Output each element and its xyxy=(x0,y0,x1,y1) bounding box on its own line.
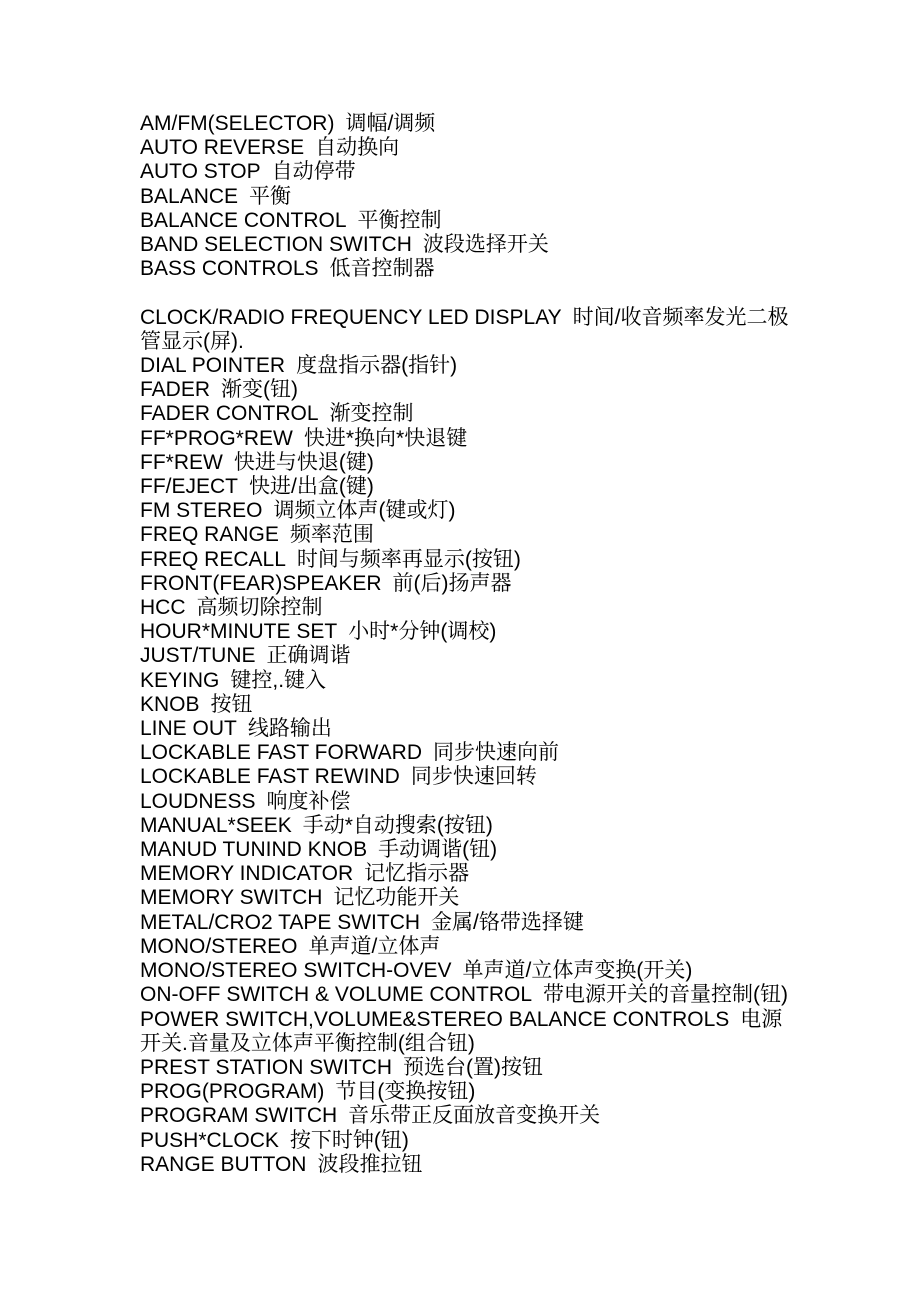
glossary-entry xyxy=(140,1104,792,1128)
term-chinese: 渐变(钮) xyxy=(221,378,299,402)
glossary-entry xyxy=(140,886,792,910)
term-chinese: 同步快速回转 xyxy=(410,765,537,789)
term-english: AUTO REVERSE xyxy=(140,136,305,160)
term-chinese: 音乐带正反面放音变换开关 xyxy=(348,1104,601,1128)
glossary-entry xyxy=(140,523,792,547)
glossary-entry xyxy=(140,427,792,451)
term-english: FF/EJECT xyxy=(140,475,238,499)
glossary-entry xyxy=(140,1056,792,1080)
term-chinese: 前(后)扬声器 xyxy=(392,571,512,595)
term-english: LINE OUT xyxy=(140,717,237,741)
term-english: FM STEREO xyxy=(140,499,263,523)
glossary-entry xyxy=(140,644,792,668)
term-english: LOCKABLE FAST REWIND xyxy=(140,765,400,789)
term-chinese: 波段选择开关 xyxy=(422,233,549,257)
glossary-entry xyxy=(140,209,792,233)
glossary-entry xyxy=(140,499,792,523)
term-english: PROG(PROGRAM) xyxy=(140,1080,325,1104)
glossary-entry xyxy=(140,475,792,499)
term-chinese: 按下时钟(钮) xyxy=(289,1128,409,1152)
glossary-entry xyxy=(140,983,792,1007)
glossary-entry xyxy=(140,935,792,959)
term-chinese: 线路输出 xyxy=(247,717,332,741)
glossary-entry xyxy=(140,378,792,402)
term-chinese: 度盘指示器(指针) xyxy=(296,354,458,378)
term-english: PROGRAM SWITCH xyxy=(140,1104,338,1128)
term-chinese: 调幅/调频 xyxy=(345,112,436,135)
glossary-entry xyxy=(140,717,792,741)
term-english: MANUD TUNIND KNOB xyxy=(140,838,368,862)
term-english: LOUDNESS xyxy=(140,789,256,813)
term-chinese: 频率范围 xyxy=(289,523,374,547)
term-english: HOUR*MINUTE SET xyxy=(140,620,338,644)
term-chinese: 电源开关.音量及立体声平衡控制(组合钮) xyxy=(140,1007,783,1055)
term-english: JUST/TUNE xyxy=(140,644,256,668)
term-chinese: 小时*分钟(调校) xyxy=(348,620,497,644)
term-english: FF*PROG*REW xyxy=(140,426,293,450)
term-chinese: 金属/铬带选择键 xyxy=(431,910,584,934)
term-chinese: 响度补偿 xyxy=(266,789,351,813)
term-chinese: 按钮 xyxy=(210,692,253,716)
glossary-entry xyxy=(140,112,792,136)
term-english: FADER CONTROL xyxy=(140,402,319,426)
glossary-entry xyxy=(140,765,792,789)
glossary-entry xyxy=(140,1153,792,1177)
term-english: MANUAL*SEEK xyxy=(140,813,292,837)
glossary-entry xyxy=(140,548,792,572)
glossary-entry xyxy=(140,1080,792,1104)
term-chinese: 平衡控制 xyxy=(357,208,442,232)
term-chinese: 渐变控制 xyxy=(329,402,414,426)
term-english: KNOB xyxy=(140,692,200,716)
term-english: MEMORY INDICATOR xyxy=(140,862,354,886)
glossary-entry xyxy=(140,741,792,765)
term-chinese: 键控,.键入 xyxy=(230,668,327,692)
term-chinese: 手动*自动搜索(按钮) xyxy=(302,813,493,837)
glossary-entry xyxy=(140,838,792,862)
glossary-entry xyxy=(140,814,792,838)
term-english: MEMORY SWITCH xyxy=(140,886,323,910)
term-chinese: 带电源开关的音量控制(钮) xyxy=(543,983,789,1007)
glossary-entry xyxy=(140,1129,792,1153)
glossary-entry xyxy=(140,451,792,475)
term-chinese: 时间/收音频率发光二极管显示(屏). xyxy=(140,305,789,353)
term-chinese: 波段推拉钮 xyxy=(317,1152,423,1176)
glossary-entry xyxy=(140,1008,792,1056)
term-chinese: 调频立体声(键或灯) xyxy=(273,499,456,523)
glossary-entry xyxy=(140,185,792,209)
glossary-entry xyxy=(140,136,792,160)
glossary-entry xyxy=(140,959,792,983)
term-english: CLOCK/RADIO FREQUENCY LED DISPLAY xyxy=(140,305,562,329)
term-english: BASS CONTROLS xyxy=(140,257,319,281)
term-english: BAND SELECTION SWITCH xyxy=(140,233,412,257)
term-english: DIAL POINTER xyxy=(140,354,286,378)
term-chinese: 自动停带 xyxy=(271,160,356,184)
term-english: FREQ RANGE xyxy=(140,523,279,547)
glossary-entry xyxy=(140,233,792,257)
glossary-group-c-r xyxy=(140,306,792,1177)
glossary-entry xyxy=(140,354,792,378)
glossary-entry xyxy=(140,306,792,354)
term-english: RANGE BUTTON xyxy=(140,1152,307,1176)
term-chinese: 记忆功能开关 xyxy=(333,886,460,910)
glossary-entry xyxy=(140,862,792,886)
term-chinese: 同步快速向前 xyxy=(433,741,560,765)
term-chinese: 单声道/立体声 xyxy=(308,934,441,958)
term-english: AUTO STOP xyxy=(140,160,261,184)
term-chinese: 记忆指示器 xyxy=(364,862,470,886)
term-chinese: 自动换向 xyxy=(315,136,400,160)
term-chinese: 快进/出盒(键) xyxy=(249,475,374,499)
term-chinese: 低音控制器 xyxy=(329,257,435,281)
term-english: FADER xyxy=(140,378,211,402)
term-english: ON-OFF SWITCH & VOLUME CONTROL xyxy=(140,983,533,1007)
term-english: AM/FM(SELECTOR) xyxy=(140,112,335,135)
glossary-entry xyxy=(140,257,792,281)
term-english: PUSH*CLOCK xyxy=(140,1128,279,1152)
term-chinese: 快进与快退(键) xyxy=(233,450,374,474)
glossary-entry xyxy=(140,402,792,426)
glossary-entry xyxy=(140,160,792,184)
glossary-entry xyxy=(140,669,792,693)
term-english: MONO/STEREO SWITCH-OVEV xyxy=(140,959,452,983)
glossary-text-block xyxy=(140,112,792,1177)
term-english: BALANCE CONTROL xyxy=(140,208,347,232)
glossary-entry xyxy=(140,596,792,620)
term-chinese: 节目(变换按钮) xyxy=(335,1080,476,1104)
term-english: FF*REW xyxy=(140,450,223,474)
term-english: KEYING xyxy=(140,668,220,692)
glossary-entry xyxy=(140,790,792,814)
term-chinese: 快进*换向*快退键 xyxy=(303,426,468,450)
glossary-entry xyxy=(140,911,792,935)
term-english: HCC xyxy=(140,596,186,620)
term-chinese: 时间与频率再显示(按钮) xyxy=(296,547,521,571)
term-english: LOCKABLE FAST FORWARD xyxy=(140,741,423,765)
term-chinese: 平衡 xyxy=(249,184,292,208)
term-english: FRONT(FEAR)SPEAKER xyxy=(140,571,382,595)
glossary-group-a-b xyxy=(140,112,792,281)
term-english: PREST STATION SWITCH xyxy=(140,1055,393,1079)
term-chinese: 高频切除控制 xyxy=(196,596,323,620)
term-chinese: 单声道/立体声变换(开关) xyxy=(462,959,693,983)
term-chinese: 预选台(置)按钮 xyxy=(403,1055,544,1079)
term-chinese: 手动调谐(钮) xyxy=(378,838,498,862)
glossary-entry xyxy=(140,572,792,596)
term-english: POWER SWITCH,VOLUME&STEREO BALANCE CONTROLS xyxy=(140,1007,730,1031)
glossary-entry xyxy=(140,620,792,644)
term-english: MONO/STEREO xyxy=(140,934,298,958)
glossary-entry xyxy=(140,693,792,717)
term-chinese: 正确调谐 xyxy=(266,644,351,668)
term-english: BALANCE xyxy=(140,184,239,208)
term-english: FREQ RECALL xyxy=(140,547,286,571)
term-english: METAL/CRO2 TAPE SWITCH xyxy=(140,910,421,934)
